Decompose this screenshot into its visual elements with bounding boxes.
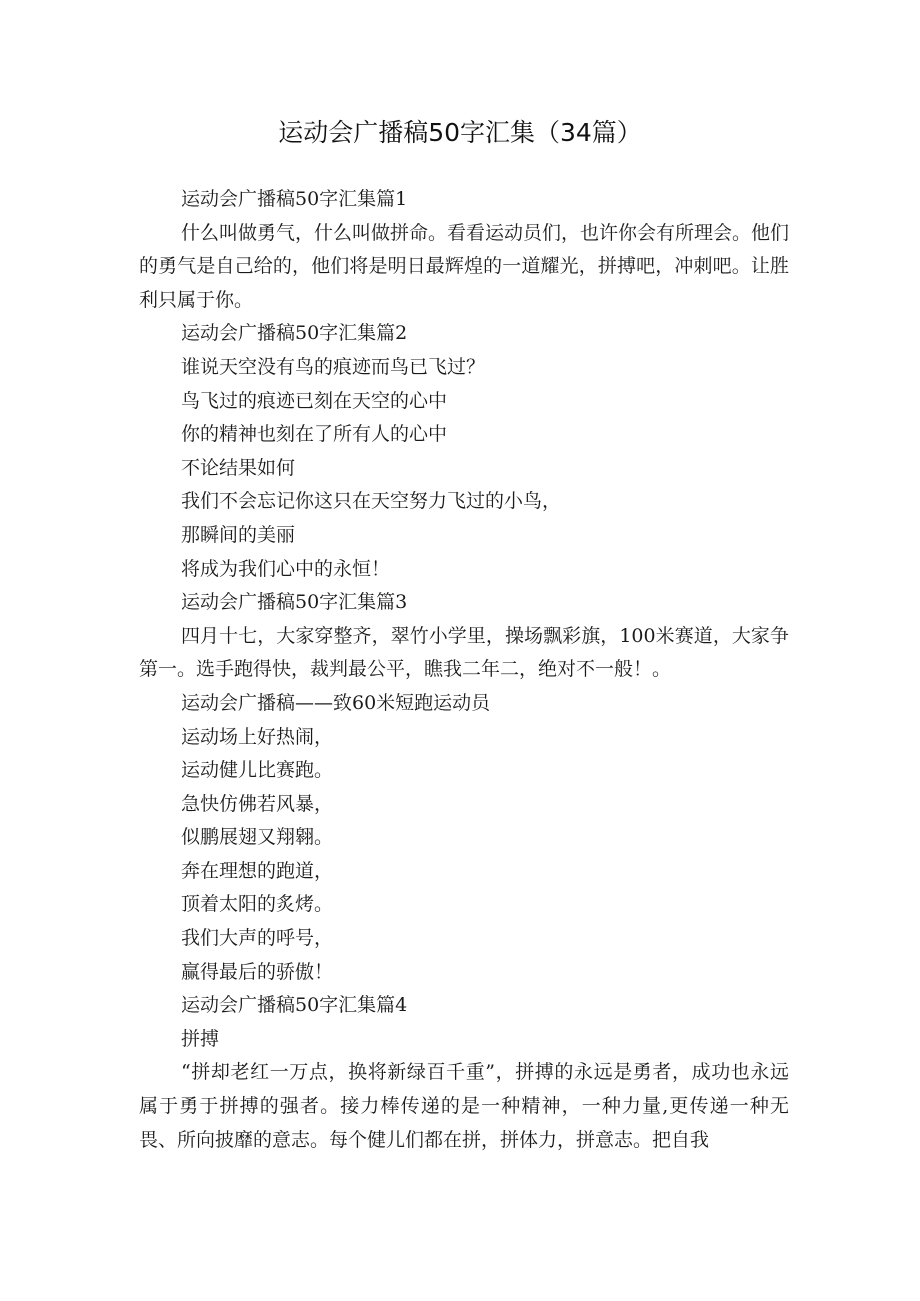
text-line: 急快仿佛若风暴，	[181, 792, 334, 815]
section-heading: 运动会广播稿50字汇集篇3	[181, 591, 408, 614]
text-line: 赢得最后的骄傲！	[181, 960, 334, 983]
text-line: 鸟飞过的痕迹已刻在天空的心中	[181, 389, 448, 412]
text-line: 你的精神也刻在了所有人的心中	[181, 423, 448, 446]
text-line: 运动会广播稿——致60米短跑运动员	[181, 691, 491, 714]
text-line: 运动健儿比赛跑。	[181, 759, 334, 782]
text-line: 将成为我们心中的永恒！	[181, 557, 391, 580]
document-body	[139, 183, 789, 1157]
text-line: 那瞬间的美丽	[181, 523, 296, 546]
text-line: 奔在理想的跑道，	[181, 859, 334, 882]
document-title: 运动会广播稿50字汇集（34篇）	[278, 118, 642, 147]
paragraph: 什么叫做勇气，什么叫做拼命。看看运动员们，也许你会有所理会。他们的勇气是自己给的，他们将是明日最辉煌的一道耀光，拼搏吧，冲刺吧。让胜利只属于你。	[139, 221, 790, 311]
text-line: 我们大声的呼号，	[181, 927, 334, 950]
section-heading: 运动会广播稿50字汇集篇4	[181, 994, 408, 1017]
section-heading: 运动会广播稿50字汇集篇1	[181, 188, 408, 210]
paragraph: “拼却老红一万点，换将新绿百千重”，拼搏的永远是勇者，成功也永远属于勇于拼搏的强者。接力棒传递的是一种精神，一种力量,更传递一种无畏、所向披靡的意志。每个健儿们都在拼，拼体力，拼意志。把自我	[139, 1061, 789, 1151]
section-heading: 运动会广播稿50字汇集篇2	[181, 322, 408, 345]
text-line: 谁说天空没有鸟的痕迹而鸟已飞过？	[181, 355, 486, 378]
text-line: 不论结果如何	[181, 456, 296, 479]
text-line: 我们不会忘记你这只在天空努力飞过的小鸟，	[181, 490, 562, 513]
text-line: 似鹏展翅又翔翱。	[181, 826, 334, 849]
paragraph: 四月十七，大家穿整齐，翠竹小学里，操场飘彩旗，100米赛道，大家争第一。选手跑得快，裁判最公平，瞧我二年二，绝对不一般！。	[139, 624, 789, 681]
text-line: 顶着太阳的炙烤。	[181, 893, 334, 916]
text-line: 运动场上好热闹，	[181, 725, 334, 748]
text-line: 拼搏	[181, 1027, 220, 1050]
